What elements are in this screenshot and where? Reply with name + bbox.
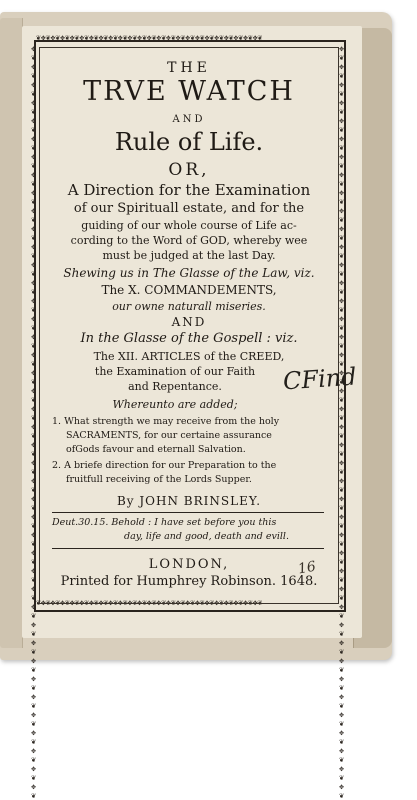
- text-shewing: Shewing us in The Glasse of the Law, viz.: [63, 266, 315, 280]
- text-commandements: The X. COMMANDEMENTS,: [101, 283, 277, 297]
- text-printed: Printed for Humphrey Robinson. 1648.: [60, 574, 318, 589]
- ornament-border-top: ❦✥❦✥❦✥❦✥❦✥❦✥❦✥❦✥❦✥❦✥❦✥❦✥❦✥❦✥❦✥❦✥❦✥❦✥❦✥❦✥❦✥❦✥❦✥❦: [36, 33, 263, 42]
- text-item1c: ofGods favour and eternall Salvation.: [66, 444, 246, 455]
- handwritten-signature: CFind: [282, 362, 358, 396]
- text-item1a: 1. What strength we may receive from the holy: [52, 416, 280, 427]
- text-gospell: In the Glasse of the Gospell : viz.: [80, 331, 298, 346]
- title-the: THE: [167, 60, 211, 76]
- text-repentance: and Repentance.: [128, 380, 222, 393]
- title-and: AND: [172, 114, 206, 125]
- book-spine-left: [0, 18, 23, 648]
- subtitle-according: cording to the Word of GOD, whereby wee: [70, 234, 308, 247]
- text-articles: The XII. ARTICLES of the CREED,: [93, 350, 285, 363]
- text-faith: the Examination of our Faith: [94, 365, 256, 378]
- subtitle-judged: must be judged at the last Day.: [102, 249, 276, 262]
- title-rule-of-life: Rule of Life.: [114, 128, 264, 156]
- text-item1b: SACRAMENTS, for our certaine assurance: [66, 430, 272, 441]
- divider-rule: [52, 512, 324, 513]
- subtitle-direction: A Direction for the Examination: [67, 181, 311, 199]
- text-deut-a: Deut.30.15. Behold : I have set before you this: [52, 517, 277, 528]
- text-whereunto: Whereunto are added;: [112, 398, 238, 411]
- text-item2a: 2. A briefe direction for our Preparation to the: [52, 460, 277, 471]
- subtitle-spirituall: of our Spirituall estate, and for the: [73, 201, 305, 216]
- ornament-border-right: ✥❦✥❦✥❦✥❦✥❦✥❦✥❦✥❦✥❦✥❦✥❦✥❦✥❦✥❦✥❦✥❦✥❦✥❦✥❦✥❦✥❦✥❦✥❦✥❦✥❦✥❦✥❦✥❦✥❦✥❦✥❦✥❦✥❦✥❦✥❦✥❦✥❦✥❦✥❦✥❦✥❦✥❦: [337, 44, 346, 800]
- text-miseries: our owne naturall miseries.: [112, 300, 266, 313]
- text-item2b: fruitfull receiving of the Lords Supper.: [66, 474, 252, 485]
- ornament-border-bottom: ❦✥❦✥❦✥❦✥❦✥❦✥❦✥❦✥❦✥❦✥❦✥❦✥❦✥❦✥❦✥❦✥❦✥❦✥❦✥❦✥❦✥❦✥❦✥❦: [36, 598, 263, 607]
- text-london: LONDON,: [148, 557, 230, 572]
- handwritten-inscription: 16: [296, 558, 318, 578]
- divider-rule-2: [52, 548, 324, 549]
- text-deut-b: day, life and good, death and evill.: [124, 531, 289, 542]
- ornament-border-left: ✥❦✥❦✥❦✥❦✥❦✥❦✥❦✥❦✥❦✥❦✥❦✥❦✥❦✥❦✥❦✥❦✥❦✥❦✥❦✥❦✥❦✥❦✥❦✥❦✥❦✥❦✥❦✥❦✥❦✥❦✥❦✥❦✥❦✥❦✥❦✥❦✥❦✥❦✥❦✥❦✥❦✥❦: [29, 44, 38, 800]
- text-and: AND: [171, 315, 207, 329]
- subtitle-guiding: guiding of our whole course of Life ac-: [81, 219, 297, 232]
- text-author: By JOHN BRINSLEY.: [116, 494, 262, 508]
- title-or: OR,: [168, 160, 210, 180]
- title-true-watch: TRVE WATCH: [83, 76, 295, 107]
